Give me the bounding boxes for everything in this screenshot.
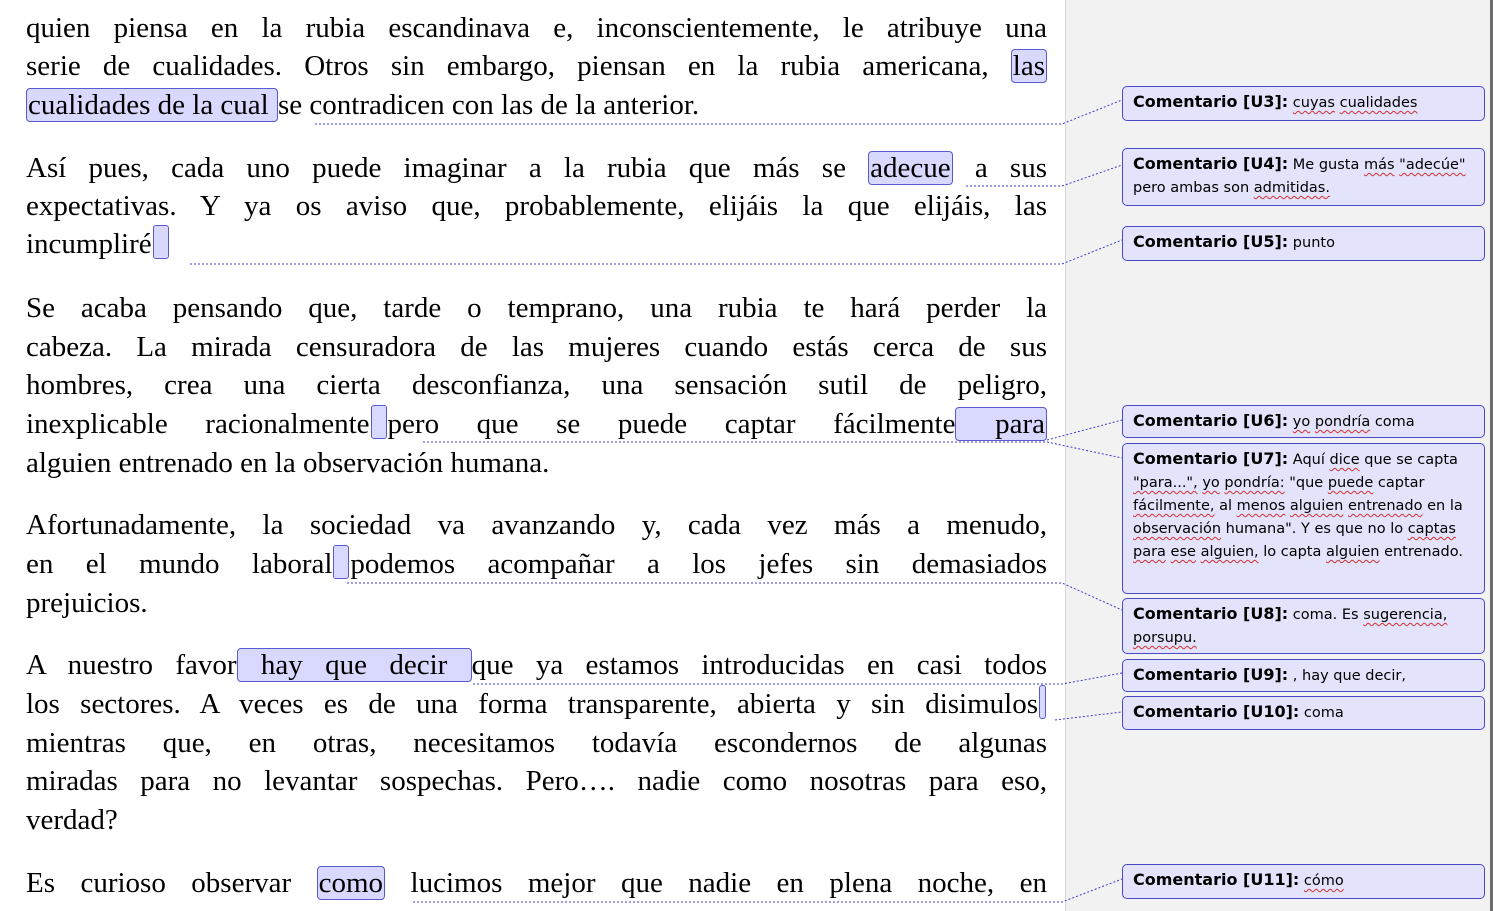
comment-anchor-marker[interactable] <box>153 225 169 259</box>
comment-balloon-u3[interactable] <box>1122 86 1485 121</box>
comment-balloon-u6[interactable] <box>1122 405 1485 438</box>
comment-label: Comentario [U5]: <box>1133 232 1289 251</box>
text-line[interactable] <box>26 86 1047 124</box>
text-line[interactable] <box>26 584 1047 622</box>
text-line[interactable] <box>26 545 1047 583</box>
text-line[interactable] <box>26 685 1047 723</box>
comment-text: coma <box>1303 705 1344 721</box>
body-text: alguien entrenado en la observación humana. <box>26 447 550 479</box>
body-text: en el mundo laboral <box>26 548 333 580</box>
comment-text: , hay que decir, <box>1292 668 1406 684</box>
comment-anchor-text[interactable]: hay que decir <box>238 649 470 681</box>
comment-balloon-u8[interactable] <box>1122 598 1485 654</box>
body-text: inexplicable racionalmente <box>26 408 370 440</box>
body-text: los sectores. A veces es de una forma transparente, abierta y sin disimulos <box>26 688 1038 720</box>
comment-label: Comentario [U8]: <box>1133 604 1289 623</box>
comment-balloon-u11[interactable] <box>1122 864 1485 899</box>
comment-text: Me gusta más "adecúe" pero ambas son admitidas. <box>1133 157 1466 196</box>
comment-label: Comentario [U7]: <box>1133 449 1289 468</box>
text-line[interactable] <box>26 225 1047 263</box>
text-line[interactable] <box>26 864 1047 902</box>
body-text: Se acaba pensando que, tarde o temprano, una rubia te hará perder la <box>26 292 1047 324</box>
text-line[interactable] <box>26 444 1047 482</box>
text-line[interactable] <box>26 405 1047 443</box>
body-text: verdad? <box>26 804 118 836</box>
body-text: a sus <box>952 152 1047 184</box>
text-line[interactable] <box>26 801 1047 839</box>
comment-text: cómo <box>1303 873 1344 889</box>
text-line[interactable] <box>26 187 1047 225</box>
comment-label: Comentario [U4]: <box>1133 154 1289 173</box>
comment-balloon-u9[interactable] <box>1122 659 1485 692</box>
body-text: expectativas. Y ya os aviso que, probablemente, elijáis la que elijáis, las <box>26 190 1047 222</box>
comment-anchor-text[interactable]: las <box>1012 50 1045 82</box>
comment-anchor-marker[interactable] <box>333 545 349 579</box>
body-text: A nuestro favor <box>26 649 237 681</box>
text-line[interactable] <box>26 724 1047 762</box>
comment-anchor-text[interactable]: cualidades de la cual <box>28 89 276 121</box>
comment-anchor-text[interactable]: para <box>957 408 1045 440</box>
body-text: incumpliré <box>26 228 152 260</box>
comment-text: coma. Es sugerencia, porsupu. <box>1133 607 1448 646</box>
text-line[interactable] <box>26 47 1047 85</box>
comment-text: Aquí dice que se capta "para...", yo pondría: "que puede captar fácilmente, al menos alguien entrenado en la observación humana". Y es que no lo captas para ese alguien, lo capta alguien entrenado. <box>1133 452 1463 560</box>
comment-label: Comentario [U10]: <box>1133 702 1300 721</box>
comment-label: Comentario [U9]: <box>1133 665 1289 684</box>
text-line[interactable] <box>26 9 1047 47</box>
body-text: cabeza. La mirada censuradora de las mujeres cuando estás cerca de sus <box>26 331 1047 363</box>
text-line[interactable] <box>26 289 1047 327</box>
text-line[interactable] <box>26 328 1047 366</box>
comment-label: Comentario [U3]: <box>1133 92 1289 111</box>
body-text: prejuicios. <box>26 587 148 619</box>
comment-label: Comentario [U6]: <box>1133 411 1289 430</box>
body-text: que ya estamos introducidas en casi todos <box>471 649 1047 681</box>
text-line[interactable] <box>26 149 1047 187</box>
body-text: podemos acompañar a los jefes sin demasiados <box>350 548 1048 580</box>
text-line[interactable] <box>26 762 1047 800</box>
body-text: Es curioso observar <box>26 867 317 899</box>
body-text: quien piensa en la rubia escandinava e, inconscientemente, le atribuye una <box>26 12 1047 44</box>
comment-anchor-marker[interactable] <box>1039 685 1046 719</box>
comment-anchor-text[interactable]: adecue <box>870 152 951 184</box>
comment-text: punto <box>1292 235 1335 251</box>
text-line[interactable] <box>26 506 1047 544</box>
comment-anchor-text[interactable]: como <box>318 867 384 899</box>
comment-text: yo pondría coma <box>1292 414 1415 430</box>
body-text: pero que se puede captar fácilmente <box>387 408 956 440</box>
comment-balloon-u4[interactable] <box>1122 148 1485 206</box>
comment-balloon-u5[interactable] <box>1122 226 1485 261</box>
body-text: se contradicen con las de la anterior. <box>278 89 700 121</box>
comment-anchor-marker[interactable] <box>371 405 387 439</box>
comment-label: Comentario [U11]: <box>1133 870 1300 889</box>
body-text: Afortunadamente, la sociedad va avanzando y, cada vez más a menudo, <box>26 509 1047 541</box>
comment-text: cuyas cualidades <box>1292 95 1418 111</box>
body-text: mientras que, en otras, necesitamos todavía escondernos de algunas <box>26 727 1047 759</box>
body-text: Así pues, cada uno puede imaginar a la rubia que más se <box>26 152 869 184</box>
body-text: miradas para no levantar sospechas. Pero…. nadie como nosotras para eso, <box>26 765 1047 797</box>
comment-balloon-u7[interactable] <box>1122 443 1485 594</box>
body-text: serie de cualidades. Otros sin embargo, piensan en la rubia americana, <box>26 50 1011 82</box>
body-text: lucimos mejor que nadie en plena noche, en <box>385 867 1047 899</box>
text-line[interactable] <box>26 646 1047 684</box>
text-line[interactable] <box>26 366 1047 404</box>
comment-balloon-u10[interactable] <box>1122 696 1485 730</box>
body-text: hombres, crea una cierta desconfianza, una sensación sutil de peligro, <box>26 369 1047 401</box>
